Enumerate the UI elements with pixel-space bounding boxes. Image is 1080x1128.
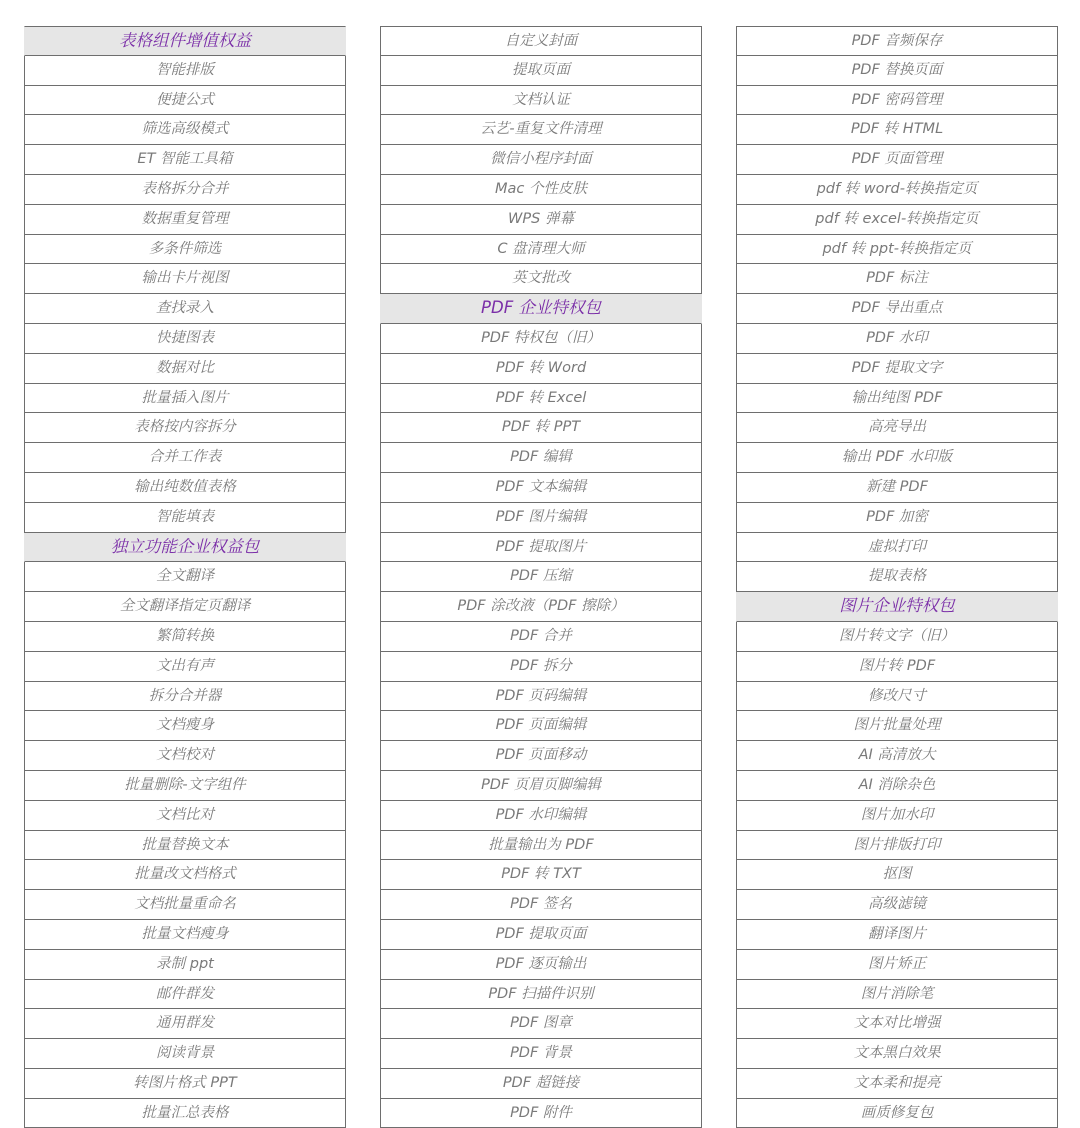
table-cell: 文本黑白效果 [736,1039,1058,1069]
table-cell: PDF 图章 [380,1009,702,1039]
table-cell: WPS 弹幕 [380,205,702,235]
table-cell: 自定义封面 [380,26,702,56]
table-cell: 批量删除-文字组件 [24,771,346,801]
table-cell: 抠图 [736,860,1058,890]
table-cell: PDF 编辑 [380,443,702,473]
table-cell: 阅读背景 [24,1039,346,1069]
table-cell: 输出纯数值表格 [24,473,346,503]
table-cell: PDF 加密 [736,503,1058,533]
table-cell: 虚拟打印 [736,533,1058,563]
table-cell: PDF 拆分 [380,652,702,682]
table-cell: PDF 压缩 [380,562,702,592]
table-cell: C 盘清理大师 [380,235,702,265]
table-cell: PDF 转 PPT [380,413,702,443]
table-cell: 文档批量重命名 [24,890,346,920]
table-cell: 英文批改 [380,264,702,294]
table-cell: PDF 页眉页脚编辑 [380,771,702,801]
table-cell: 批量改文档格式 [24,860,346,890]
table-column-3 [736,26,1058,1128]
table-cell: 图片消除笔 [736,980,1058,1010]
table-cell: PDF 图片编辑 [380,503,702,533]
table-cell: PDF 特权包（旧） [380,324,702,354]
table-cell: 新建 PDF [736,473,1058,503]
table-cell: 数据重复管理 [24,205,346,235]
table-cell: PDF 提取图片 [380,533,702,563]
table-cell: pdf 转 word-转换指定页 [736,175,1058,205]
table-cell: PDF 超链接 [380,1069,702,1099]
table-cell: pdf 转 ppt-转换指定页 [736,235,1058,265]
table-cell: 邮件群发 [24,980,346,1010]
table-cell: 繁简转换 [24,622,346,652]
table-cell: 图片转 PDF [736,652,1058,682]
table-cell: 文本对比增强 [736,1009,1058,1039]
table-cell: 图片批量处理 [736,711,1058,741]
table-cell: 通用群发 [24,1009,346,1039]
table-cell: 文档比对 [24,801,346,831]
table-cell: 提取页面 [380,56,702,86]
table-cell: 图片矫正 [736,950,1058,980]
section-header: 图片企业特权包 [736,592,1058,622]
table-cell: 快捷图表 [24,324,346,354]
table-column-2 [380,26,702,1128]
table-cell: 表格拆分合并 [24,175,346,205]
table-cell: 全文翻译指定页翻译 [24,592,346,622]
table-cell: 批量替换文本 [24,831,346,861]
section-header: PDF 企业特权包 [380,294,702,324]
table-cell: PDF 签名 [380,890,702,920]
table-cell: 微信小程序封面 [380,145,702,175]
table-cell: ET 智能工具箱 [24,145,346,175]
table-cell: PDF 标注 [736,264,1058,294]
table-cell: 表格按内容拆分 [24,413,346,443]
table-cell: PDF 提取文字 [736,354,1058,384]
table-cell: PDF 页面管理 [736,145,1058,175]
table-cell: 录制 ppt [24,950,346,980]
table-cell: 批量汇总表格 [24,1099,346,1128]
table-cell: 文档瘦身 [24,711,346,741]
table-cell: 转图片格式 PPT [24,1069,346,1099]
table-cell: 图片排版打印 [736,831,1058,861]
table-cell: 查找录入 [24,294,346,324]
table-cell: 翻译图片 [736,920,1058,950]
table-cell: 全文翻译 [24,562,346,592]
table-cell: 智能填表 [24,503,346,533]
table-cell: 智能排版 [24,56,346,86]
table-cell: 输出 PDF 水印版 [736,443,1058,473]
table-cell: PDF 页码编辑 [380,682,702,712]
table-cell: PDF 页面编辑 [380,711,702,741]
table-cell: PDF 文本编辑 [380,473,702,503]
table-cell: 数据对比 [24,354,346,384]
table-cell: PDF 音频保存 [736,26,1058,56]
table-cell: 云艺-重复文件清理 [380,115,702,145]
table-cell: PDF 转 Excel [380,384,702,414]
table-cell: PDF 转 TXT [380,860,702,890]
table-column-1 [24,26,346,1128]
table-cell: 筛选高级模式 [24,115,346,145]
table-cell: 批量输出为 PDF [380,831,702,861]
table-cell: 输出纯图 PDF [736,384,1058,414]
table-cell: AI 消除杂色 [736,771,1058,801]
table-cell: 文本柔和提亮 [736,1069,1058,1099]
table-cell: 多条件筛选 [24,235,346,265]
table-cell: 输出卡片视图 [24,264,346,294]
table-cell: 高亮导出 [736,413,1058,443]
table-cell: Mac 个性皮肤 [380,175,702,205]
section-header: 独立功能企业权益包 [24,533,346,563]
table-cell: PDF 转 Word [380,354,702,384]
table-cell: 修改尺寸 [736,682,1058,712]
table-cell: 图片转文字（旧） [736,622,1058,652]
table-cell: 合并工作表 [24,443,346,473]
table-cell: 文档校对 [24,741,346,771]
table-cell: PDF 附件 [380,1099,702,1128]
table-cell: PDF 逐页输出 [380,950,702,980]
table-cell: PDF 转 HTML [736,115,1058,145]
table-cell: 便捷公式 [24,86,346,116]
table-cell: AI 高清放大 [736,741,1058,771]
section-header: 表格组件增值权益 [24,26,346,56]
table-cell: PDF 扫描件识别 [380,980,702,1010]
table-cell: PDF 导出重点 [736,294,1058,324]
table-cell: PDF 水印编辑 [380,801,702,831]
table-cell: 高级滤镜 [736,890,1058,920]
table-cell: PDF 背景 [380,1039,702,1069]
table-cell: 图片加水印 [736,801,1058,831]
table-cell: 批量插入图片 [24,384,346,414]
table-cell: 提取表格 [736,562,1058,592]
table-cell: PDF 页面移动 [380,741,702,771]
table-cell: PDF 涂改液（PDF 擦除） [380,592,702,622]
table-cell: 文档认证 [380,86,702,116]
table-cell: 文出有声 [24,652,346,682]
table-cell: PDF 合并 [380,622,702,652]
table-cell: PDF 替换页面 [736,56,1058,86]
table-cell: PDF 提取页面 [380,920,702,950]
table-cell: 画质修复包 [736,1099,1058,1128]
table-cell: pdf 转 excel-转换指定页 [736,205,1058,235]
table-cell: 批量文档瘦身 [24,920,346,950]
table-cell: PDF 水印 [736,324,1058,354]
table-cell: PDF 密码管理 [736,86,1058,116]
table-cell: 拆分合并器 [24,682,346,712]
